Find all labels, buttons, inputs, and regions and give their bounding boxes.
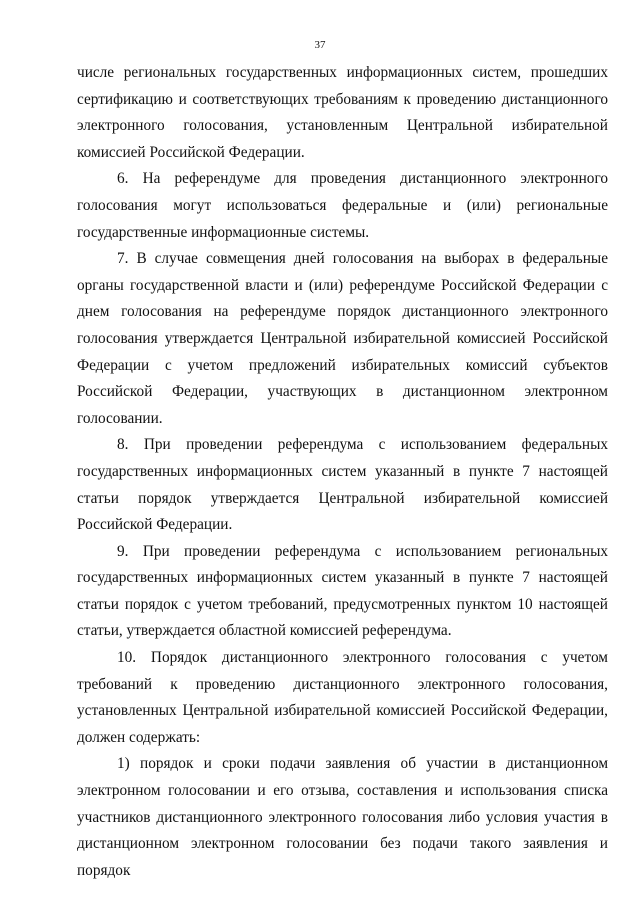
paragraph-item-8: 8. При проведении референдума с использованием федеральных государственных информационных систем указанный в пункте 7 настоящей статьи порядок утверждается Центральной избирательной комиссией Российской Федерации. xyxy=(77,436,608,534)
paragraph-subitem-1: 1) порядок и сроки подачи заявления об участии в дистанционном электронном голосовании и его отзыва, составления и использования списка участников дистанционного электронного голосования либо условия участия в дистанционном электронном голосовании без подачи такого заявления и порядок xyxy=(77,755,608,879)
paragraph-continuation: числе региональных государственных информационных систем, прошедших сертификацию и соответствующих требованиям к проведению дистанционного электронного голосования, установленным Центральной избирательной комиссией Российской Федерации. xyxy=(77,64,608,161)
document-body xyxy=(77,60,608,884)
paragraph-item-6: 6. На референдуме для проведения дистанционного электронного голосования могут использоваться федеральные и (или) региональные государственные информационные системы. xyxy=(77,170,608,241)
paragraph-item-10: 10. Порядок дистанционного электронного голосования с учетом требований к проведению дистанционного электронного голосования, установленных Центральной избирательной комиссией Российской Федерации, должен содержать: xyxy=(77,649,608,746)
paragraph-item-7: 7. В случае совмещения дней голосования на выборах в федеральные органы государственной власти и (или) референдуме Российской Федерации с днем голосования на референдуме порядок дистанционного электронного голосования утверждается Центральной избирательной комиссией Российской Федерации с учетом предложений избирательных комиссий субъектов Российской Федерации, участвующих в дистанционном электронном голосовании. xyxy=(77,250,608,427)
paragraph-item-9: 9. При проведении референдума с использованием региональных государственных информационных систем указанный в пункте 7 настоящей статьи порядок с учетом требований, предусмотренных пунктом 10 настоящей статьи, утверждается областной комиссией референдума. xyxy=(77,542,608,640)
page-number: 37 xyxy=(314,39,326,51)
